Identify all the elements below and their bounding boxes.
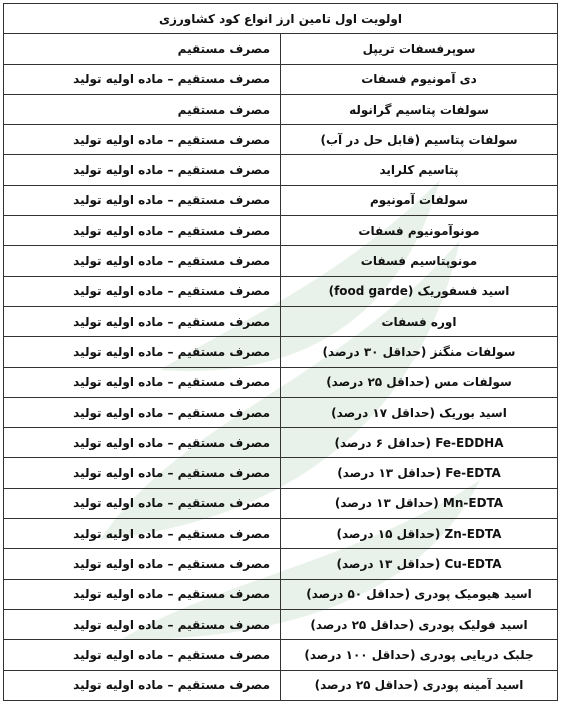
usage-type-cell: مصرف مستقیم – ماده اولیه تولید bbox=[4, 640, 281, 670]
usage-type-cell: مصرف مستقیم – ماده اولیه تولید bbox=[4, 609, 281, 639]
usage-type-cell: مصرف مستقیم – ماده اولیه تولید bbox=[4, 549, 281, 579]
product-name-cell: سولفات پتاسیم گرانوله bbox=[281, 94, 558, 124]
product-name-cell: Fe-EDDHA (حداقل ۶ درصد) bbox=[281, 428, 558, 458]
usage-type-cell: مصرف مستقیم – ماده اولیه تولید bbox=[4, 125, 281, 155]
table-row bbox=[4, 94, 558, 124]
usage-type-cell: مصرف مستقیم – ماده اولیه تولید bbox=[4, 276, 281, 306]
product-name-cell: دی آمونیوم فسفات bbox=[281, 64, 558, 94]
product-name-cell: سوپرفسفات تریپل bbox=[281, 34, 558, 64]
table-row bbox=[4, 216, 558, 246]
product-name-cell: اسید فولیک پودری (حداقل ۲۵ درصد) bbox=[281, 609, 558, 639]
usage-type-cell: مصرف مستقیم – ماده اولیه تولید bbox=[4, 519, 281, 549]
product-name-cell: مونوآمونیوم فسفات bbox=[281, 216, 558, 246]
usage-type-cell: مصرف مستقیم – ماده اولیه تولید bbox=[4, 216, 281, 246]
product-name-cell: Mn-EDTA (حداقل ۱۳ درصد) bbox=[281, 488, 558, 518]
usage-type-cell: مصرف مستقیم – ماده اولیه تولید bbox=[4, 155, 281, 185]
table-row bbox=[4, 670, 558, 700]
usage-type-cell: مصرف مستقیم – ماده اولیه تولید bbox=[4, 367, 281, 397]
table-title-row bbox=[4, 4, 558, 34]
product-name-cell: پتاسیم کلراید bbox=[281, 155, 558, 185]
table-row bbox=[4, 185, 558, 215]
product-name-cell: اسید آمینه پودری (حداقل ۲۵ درصد) bbox=[281, 670, 558, 700]
product-name-cell: جلبک دریایی پودری (حداقل ۱۰۰ درصد) bbox=[281, 640, 558, 670]
product-name-cell: سولفات آمونیوم bbox=[281, 185, 558, 215]
fertilizer-priority-table bbox=[3, 3, 558, 701]
table-row bbox=[4, 609, 558, 639]
usage-type-cell: مصرف مستقیم – ماده اولیه تولید bbox=[4, 185, 281, 215]
usage-type-cell: مصرف مستقیم – ماده اولیه تولید bbox=[4, 64, 281, 94]
product-name-cell: اسید هیومیک پودری (حداقل ۵۰ درصد) bbox=[281, 579, 558, 609]
product-name-cell: Fe-EDTA (حداقل ۱۳ درصد) bbox=[281, 458, 558, 488]
table-title: اولویت اول تامین ارز انواع کود کشاورزی bbox=[4, 4, 558, 34]
table-row bbox=[4, 367, 558, 397]
table-row bbox=[4, 579, 558, 609]
usage-type-cell: مصرف مستقیم – ماده اولیه تولید bbox=[4, 488, 281, 518]
table-row bbox=[4, 337, 558, 367]
table-row bbox=[4, 458, 558, 488]
usage-type-cell: مصرف مستقیم – ماده اولیه تولید bbox=[4, 246, 281, 276]
table-row bbox=[4, 246, 558, 276]
usage-type-cell: مصرف مستقیم – ماده اولیه تولید bbox=[4, 397, 281, 427]
table-row bbox=[4, 488, 558, 518]
product-name-cell: سولفات پتاسیم (قابل حل در آب) bbox=[281, 125, 558, 155]
table-row bbox=[4, 64, 558, 94]
usage-type-cell: مصرف مستقیم – ماده اولیه تولید bbox=[4, 458, 281, 488]
table-row bbox=[4, 549, 558, 579]
table-row bbox=[4, 428, 558, 458]
usage-type-cell: مصرف مستقیم – ماده اولیه تولید bbox=[4, 306, 281, 336]
table-row bbox=[4, 276, 558, 306]
usage-type-cell: مصرف مستقیم – ماده اولیه تولید bbox=[4, 428, 281, 458]
table-row bbox=[4, 34, 558, 64]
product-name-cell: مونوپتاسیم فسفات bbox=[281, 246, 558, 276]
product-name-cell: اسید فسفوریک (food garde) bbox=[281, 276, 558, 306]
table-row bbox=[4, 640, 558, 670]
product-name-cell: اسید بوریک (حداقل ۱۷ درصد) bbox=[281, 397, 558, 427]
product-name-cell: Cu-EDTA (حداقل ۱۳ درصد) bbox=[281, 549, 558, 579]
product-name-cell: Zn-EDTA (حداقل ۱۵ درصد) bbox=[281, 519, 558, 549]
table-row bbox=[4, 397, 558, 427]
usage-type-cell: مصرف مستقیم – ماده اولیه تولید bbox=[4, 579, 281, 609]
table-row bbox=[4, 519, 558, 549]
product-name-cell: سولفات منگنز (حداقل ۳۰ درصد) bbox=[281, 337, 558, 367]
usage-type-cell: مصرف مستقیم bbox=[4, 34, 281, 64]
usage-type-cell: مصرف مستقیم – ماده اولیه تولید bbox=[4, 337, 281, 367]
usage-type-cell: مصرف مستقیم – ماده اولیه تولید bbox=[4, 670, 281, 700]
usage-type-cell: مصرف مستقیم bbox=[4, 94, 281, 124]
table-row bbox=[4, 125, 558, 155]
product-name-cell: سولفات مس (حداقل ۲۵ درصد) bbox=[281, 367, 558, 397]
product-name-cell: اوره فسفات bbox=[281, 306, 558, 336]
table-row bbox=[4, 306, 558, 336]
table-row bbox=[4, 155, 558, 185]
